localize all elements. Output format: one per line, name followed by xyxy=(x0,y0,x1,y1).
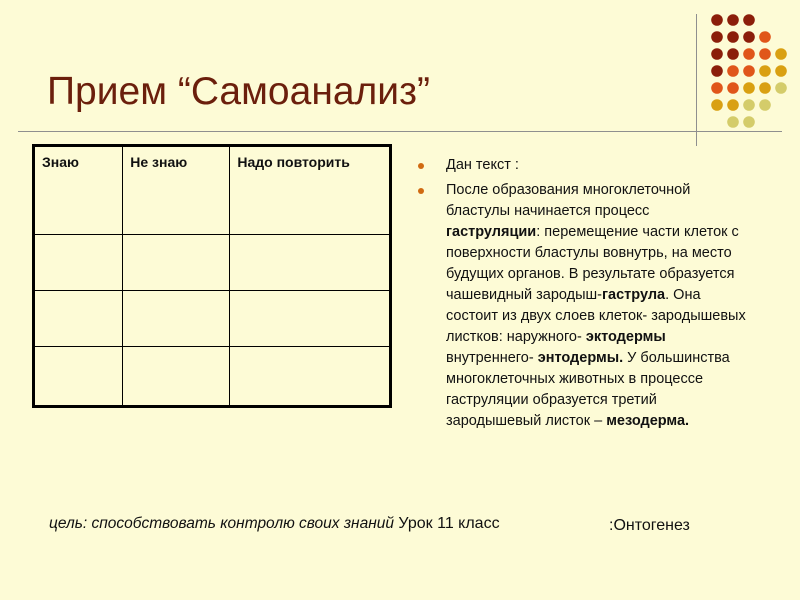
header-know: Знаю xyxy=(34,146,123,235)
passage-fragment: У большинства многоклеточных животных в процессе гаструляции образуется третий зародышевый листок – xyxy=(446,350,730,429)
bullet-dot-icon xyxy=(418,188,424,194)
decorative-dot-grid xyxy=(0,0,800,150)
table-header-row xyxy=(34,146,391,235)
table-row xyxy=(34,346,391,406)
decorative-dot xyxy=(743,82,755,94)
decorative-dot xyxy=(727,116,739,128)
decorative-dot xyxy=(775,48,787,60)
decorative-dot xyxy=(775,65,787,77)
passage-term: гаструла xyxy=(602,287,666,303)
topic-text: :Онтогенез xyxy=(609,517,690,534)
passage-term: мезодерма. xyxy=(606,413,690,429)
passage-fragment: : перемещение части клеток с поверхности бластулы вовнутрь, на место будущих органов. В результате образуется чашевидный зародыш- xyxy=(446,224,739,303)
header-need-repeat: Надо повторить xyxy=(230,146,391,235)
decorative-dot xyxy=(743,48,755,60)
decorative-dot xyxy=(711,31,723,43)
bullet-intro xyxy=(416,155,746,176)
decorative-dot xyxy=(727,65,739,77)
decorative-dot xyxy=(743,99,755,111)
passage-fragment: внутреннего- xyxy=(446,350,538,366)
slide-title: Прием “Самоанализ” xyxy=(47,70,430,113)
table-cell xyxy=(34,346,123,406)
decorative-dot xyxy=(727,48,739,60)
decorative-dot xyxy=(711,99,723,111)
table-cell xyxy=(230,346,391,406)
decorative-dot xyxy=(727,99,739,111)
decorative-dot xyxy=(759,48,771,60)
decorative-dot xyxy=(711,82,723,94)
decorative-horizontal-line xyxy=(18,131,782,132)
decorative-dot xyxy=(759,99,771,111)
table-row xyxy=(34,235,391,291)
decorative-dot xyxy=(727,82,739,94)
decorative-dot xyxy=(743,116,755,128)
self-analysis-table xyxy=(32,144,392,408)
table-cell xyxy=(230,290,391,346)
header-dont-know: Не знаю xyxy=(123,146,230,235)
decorative-dot xyxy=(743,31,755,43)
decorative-dot xyxy=(775,82,787,94)
decorative-dot xyxy=(727,31,739,43)
decorative-vertical-line xyxy=(696,14,697,146)
passage-fragment: После образования многоклеточной бластулы начинается процесс xyxy=(446,182,691,219)
goal-line xyxy=(49,515,500,533)
decorative-dot xyxy=(711,65,723,77)
passage-term: гаструляции xyxy=(446,224,537,240)
goal-text: цель: способствовать контролю своих знаний xyxy=(49,515,394,532)
intro-text: Дан текст : xyxy=(446,157,519,173)
passage-text xyxy=(446,182,746,429)
decorative-dot xyxy=(727,14,739,26)
table-row xyxy=(34,290,391,346)
passage-term: энтодермы. xyxy=(537,350,624,366)
table-cell xyxy=(123,346,230,406)
decorative-dot xyxy=(759,82,771,94)
decorative-dot xyxy=(759,31,771,43)
passage-term: эктодермы xyxy=(585,329,666,345)
table-cell xyxy=(123,235,230,291)
decorative-dot xyxy=(743,14,755,26)
bullet-text xyxy=(416,180,746,432)
decorative-dot xyxy=(711,48,723,60)
passage-fragment: . Она состоит из двух слоев клеток- зародышевых листков: наружного- xyxy=(446,287,746,345)
table-cell xyxy=(230,235,391,291)
bullet-list xyxy=(416,155,746,436)
table-cell xyxy=(123,290,230,346)
decorative-dot xyxy=(759,65,771,77)
table-cell xyxy=(34,235,123,291)
lesson-text: Урок 11 класс xyxy=(393,515,500,532)
bullet-dot-icon xyxy=(418,163,424,169)
decorative-dot xyxy=(743,65,755,77)
decorative-dot xyxy=(711,14,723,26)
table-cell xyxy=(34,290,123,346)
